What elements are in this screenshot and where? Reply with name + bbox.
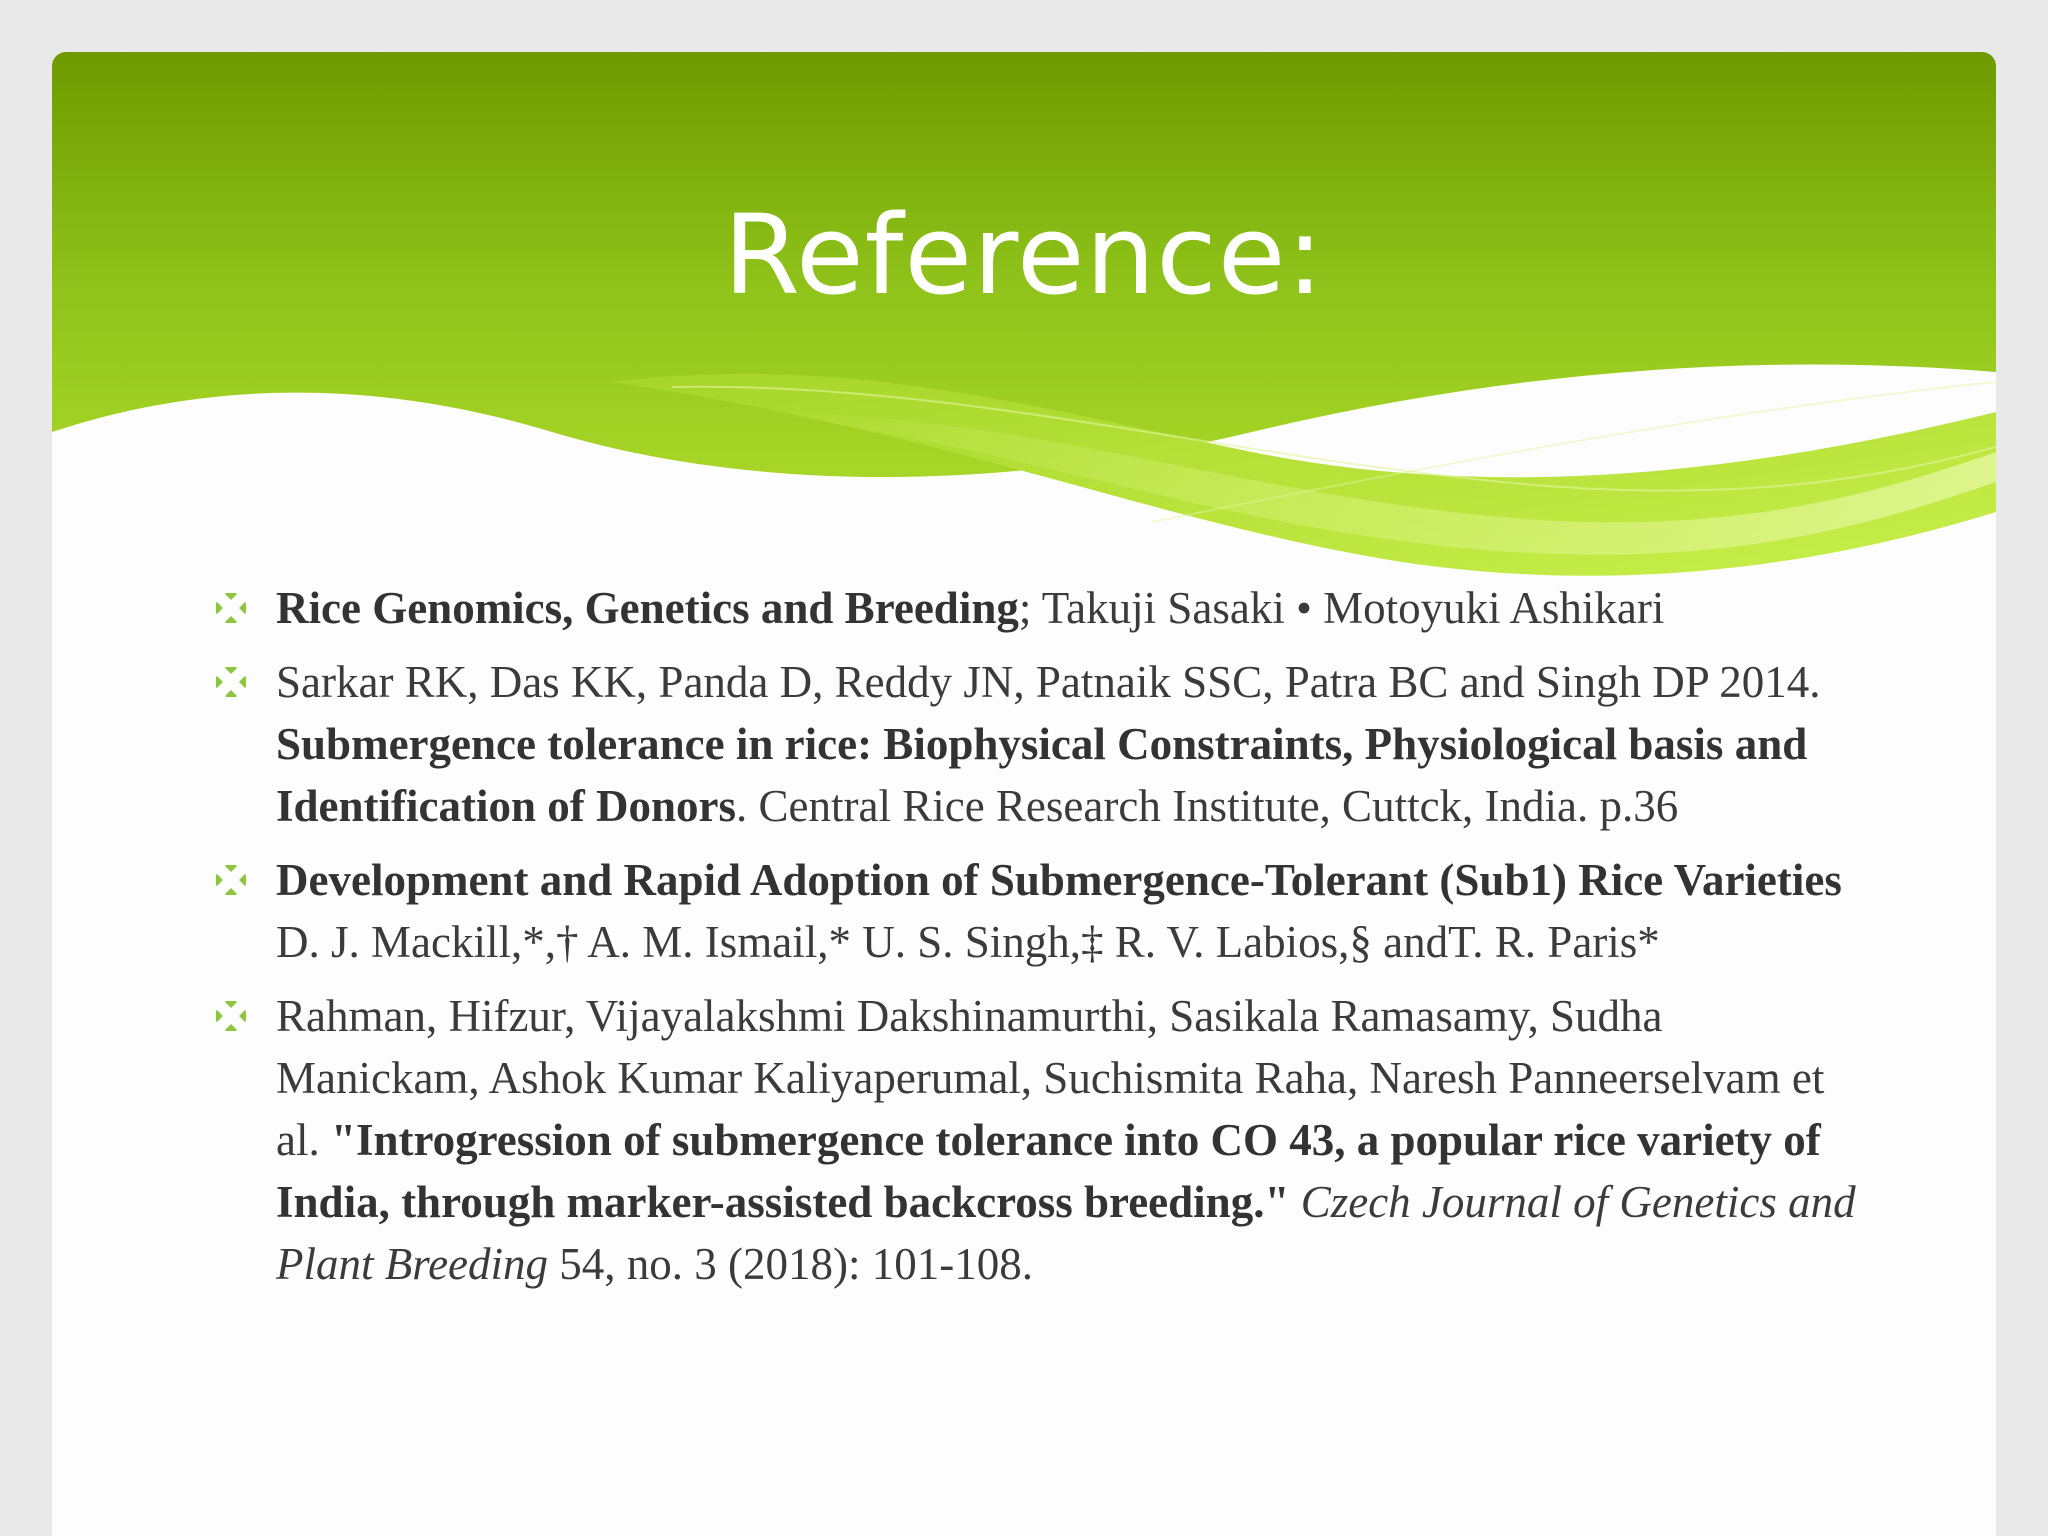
reference-text: [276, 991, 1856, 1289]
reference-item: [216, 651, 1856, 837]
reference-item: [216, 849, 1856, 973]
reference-normal-text: Rahman, Hifzur, Vijayalakshmi Dakshinamurthi, Sasikala Ramasamy, Sudha Manickam, Ashok Kumar Kaliyaperumal, Suchismita Raha, Naresh Panneerselvam et al.: [276, 991, 1825, 1165]
reference-bold-text: "Introgression of submergence tolerance into CO 43, a popular rice variety of India, through marker-assisted backcross breeding.": [276, 1115, 1821, 1227]
reference-text: [276, 583, 1664, 633]
reference-normal-text: D. J. Mackill,*,† A. M. Ismail,* U. S. Singh,‡ R. V. Labios,§ andT. R. Paris*: [276, 917, 1660, 967]
reference-normal-text: . Central Rice Research Institute, Cuttck, India. p.36: [736, 781, 1679, 831]
reference-italic-text: Czech Journal of Genetics and Plant Breeding: [276, 1177, 1856, 1289]
reference-normal-text: [1289, 1177, 1300, 1227]
reference-normal-text: 54, no. 3 (2018): 101-108.: [548, 1239, 1033, 1289]
reference-bold-text: Development and Rapid Adoption of Submergence-Tolerant (Sub1) Rice Varieties: [276, 855, 1842, 905]
slide-title: Reference:: [723, 191, 1325, 319]
reference-normal-text: ; Takuji Sasaki • Motoyuki Ashikari: [1018, 583, 1665, 633]
header-wave-banner: [52, 52, 1996, 612]
diamond-four-bullet-icon: [216, 1001, 246, 1031]
reference-normal-text: Sarkar RK, Das KK, Panda D, Reddy JN, Patnaik SSC, Patra BC and Singh DP 2014.: [276, 657, 1821, 707]
reference-list: [216, 577, 1856, 1307]
reference-item: [216, 577, 1856, 639]
reference-text: [276, 657, 1821, 831]
diamond-four-bullet-icon: [216, 667, 246, 697]
reference-bold-text: Submergence tolerance in rice: Biophysical Constraints, Physiological basis and Identification of Donors: [276, 719, 1808, 831]
reference-text: [276, 855, 1842, 967]
reference-bold-text: Rice Genomics, Genetics and Breeding: [276, 583, 1019, 633]
diamond-four-bullet-icon: [216, 593, 246, 623]
slide: [52, 52, 1996, 1536]
diamond-four-bullet-icon: [216, 865, 246, 895]
reference-item: [216, 985, 1856, 1295]
